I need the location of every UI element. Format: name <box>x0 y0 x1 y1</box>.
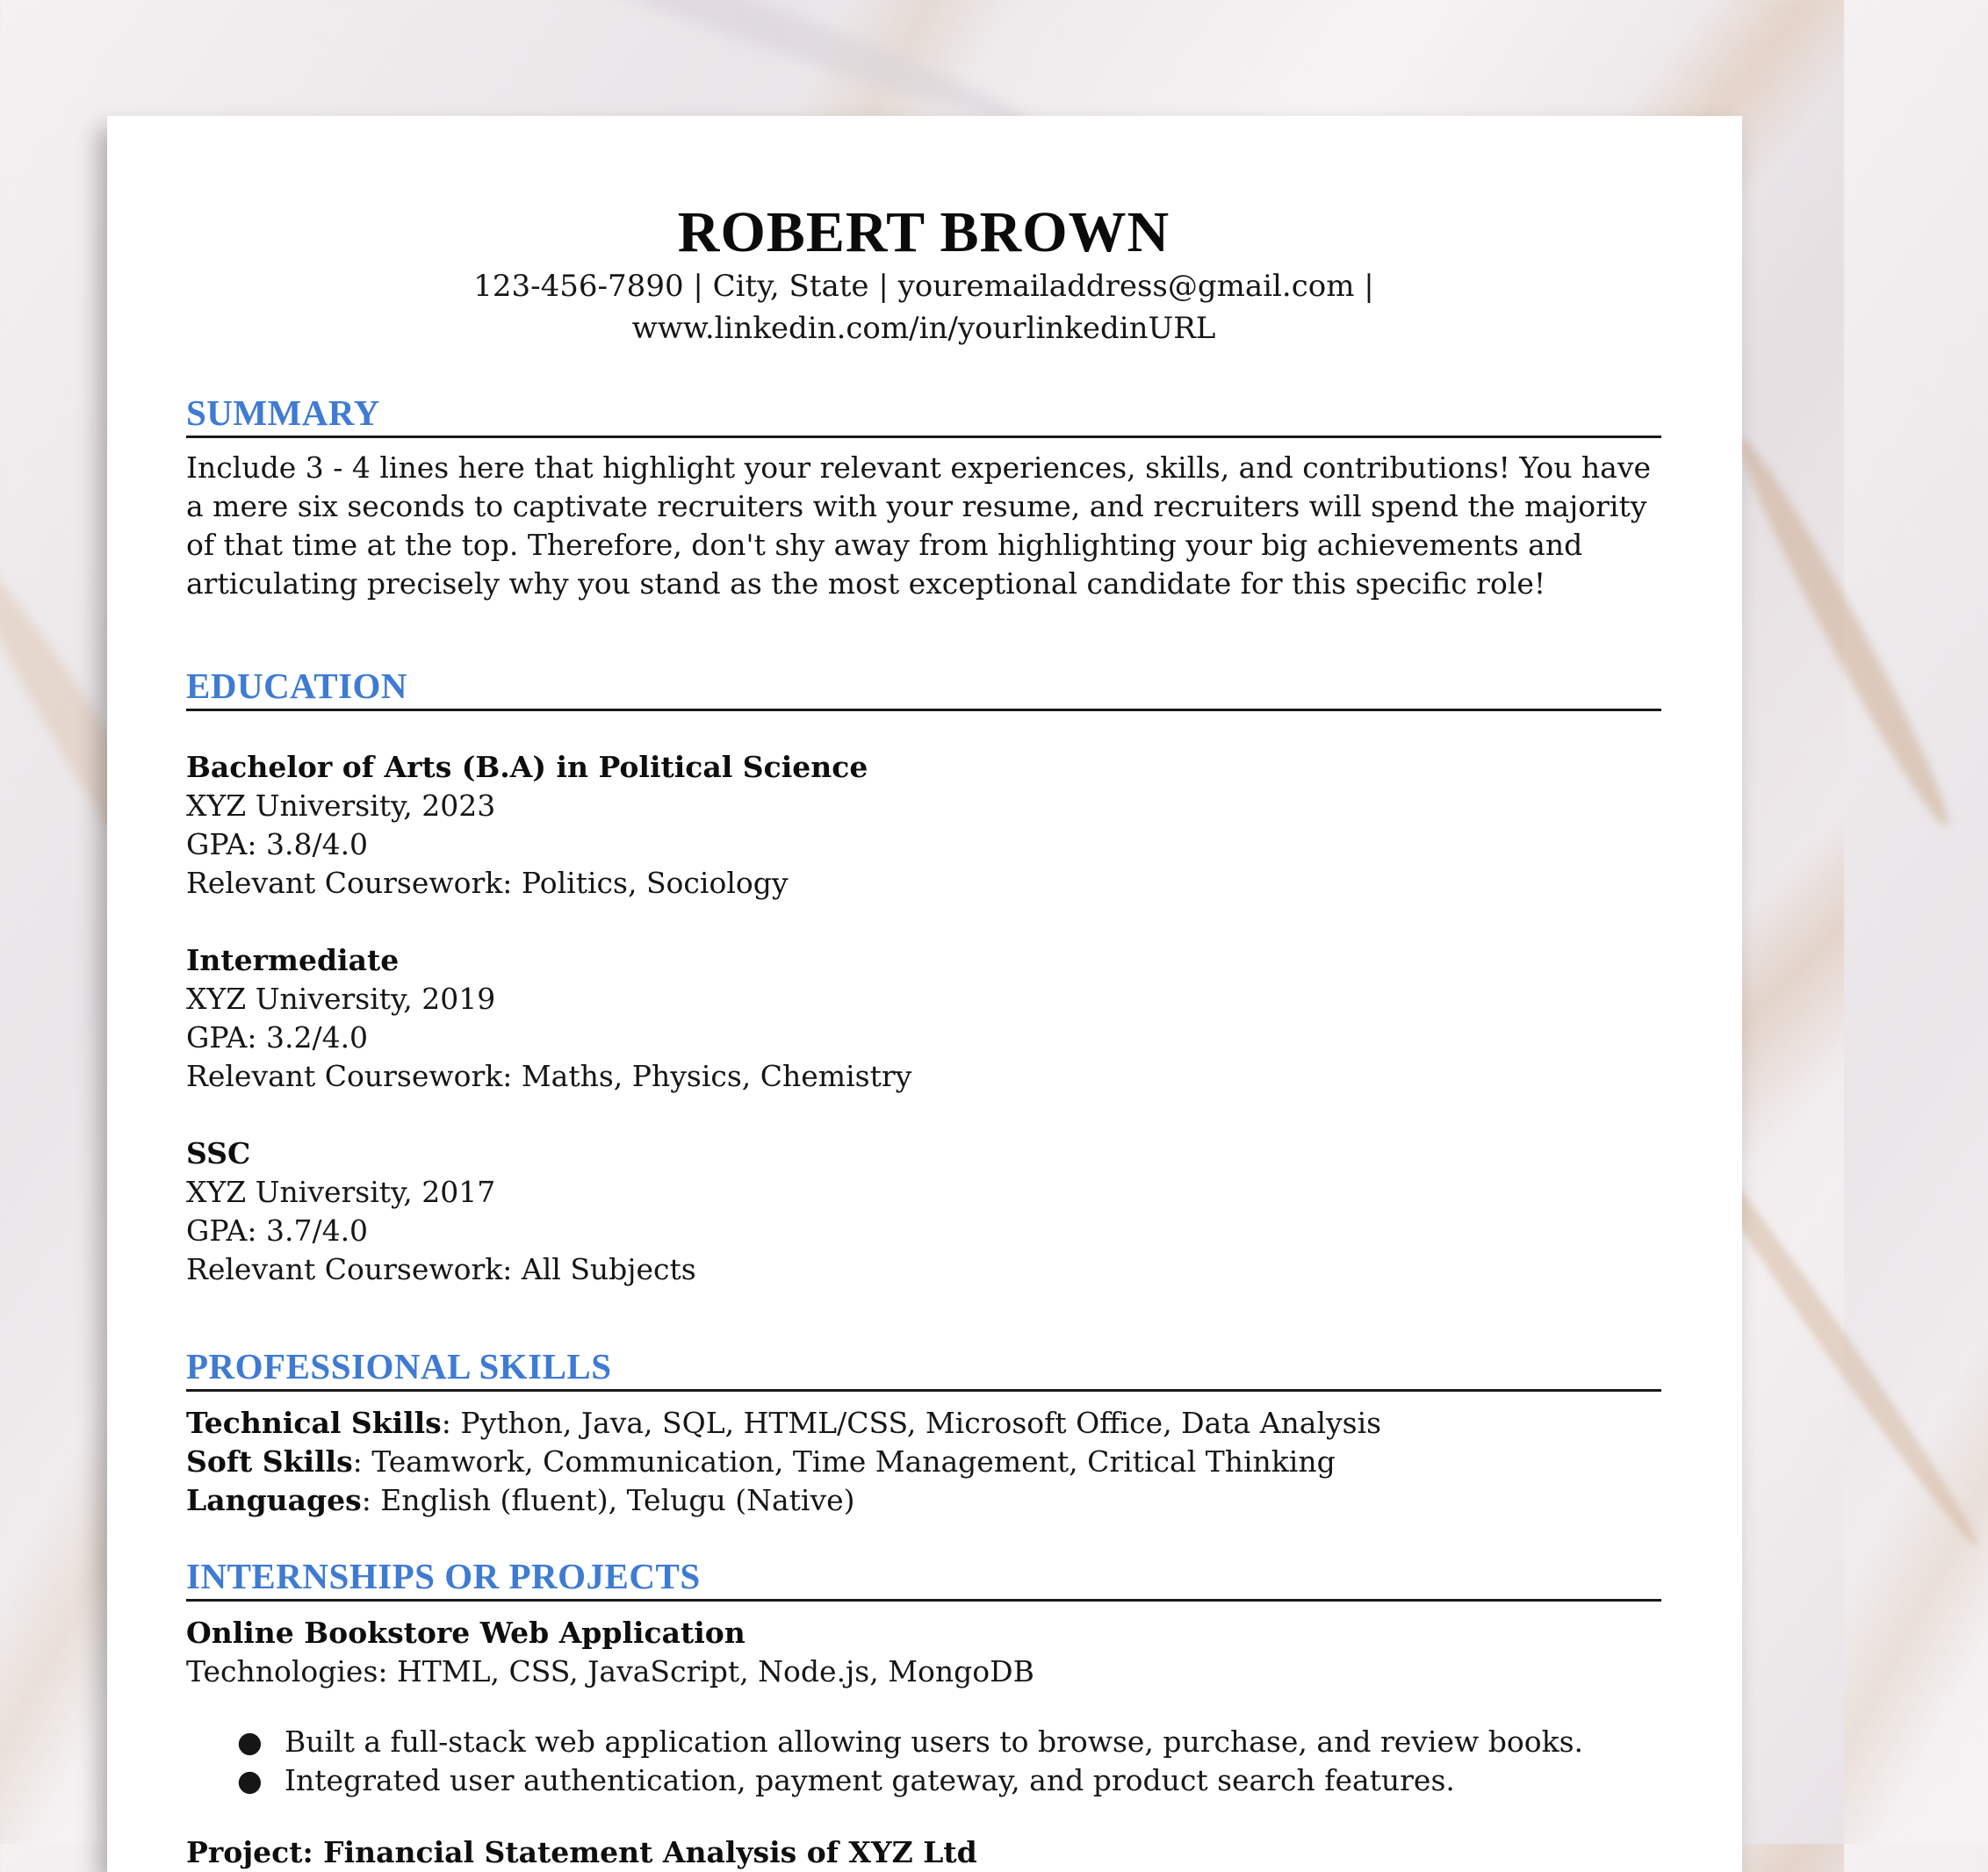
degree-title: Intermediate <box>186 943 400 977</box>
education-entry <box>186 748 1661 903</box>
list-item <box>186 1761 1661 1800</box>
candidate-name: ROBERT BROWN <box>677 200 1170 264</box>
skill-label: Soft Skills <box>186 1444 353 1479</box>
skill-label: Technical Skills <box>186 1406 442 1440</box>
contact-line: 123-456-7890 | City, State | youremailaddress@gmail.com | www.linkedin.com/in/yourlinkedinURL <box>473 269 1374 346</box>
bullet-icon: ● <box>237 1763 263 1797</box>
coursework: Relevant Coursework: Maths, Physics, Chemistry <box>186 1059 912 1093</box>
project-name: Project: Financial Statement Analysis of XYZ Ltd <box>186 1835 977 1869</box>
summary-heading: SUMMARY <box>186 392 1661 438</box>
gpa: GPA: 3.2/4.0 <box>186 1020 369 1055</box>
list-item <box>186 1723 1661 1761</box>
summary-section <box>186 392 1661 603</box>
school-year: XYZ University, 2023 <box>186 788 496 823</box>
skill-value: : Teamwork, Communication, Time Management, Critical Thinking <box>352 1444 1336 1479</box>
skill-row <box>186 1443 1661 1481</box>
coursework: Relevant Coursework: Politics, Sociology <box>186 866 789 900</box>
resume-page <box>107 116 1742 1872</box>
project-entry <box>186 1833 1661 1872</box>
summary-text: Include 3 - 4 lines here that highlight your relevant experiences, skills, and contributions! You have a mere six seconds to captivate recruiters with your resume, and recruiters will spend the majority of that time at the top. Therefore, don't shy away from highlighting your big achievements and articulating precisely why you stand as the most exceptional candidate for this specific role! <box>186 450 1652 601</box>
skills-list <box>186 1404 1661 1520</box>
skill-row <box>186 1481 1661 1520</box>
degree-title: Bachelor of Arts (B.A) in Political Science <box>186 750 868 784</box>
degree-title: SSC <box>186 1136 251 1170</box>
project-entry <box>186 1614 1661 1800</box>
bullet-text: Integrated user authentication, payment gateway, and product search features. <box>285 1763 1455 1797</box>
education-entry <box>186 1134 1661 1289</box>
skills-section <box>186 1345 1661 1520</box>
skills-heading: PROFESSIONAL SKILLS <box>186 1345 1661 1392</box>
skill-value: : English (fluent), Telugu (Native) <box>361 1483 855 1517</box>
school-year: XYZ University, 2017 <box>186 1175 496 1209</box>
bullet-text: Built a full-stack web application allowing users to browse, purchase, and review books. <box>285 1724 1584 1759</box>
gpa: GPA: 3.7/4.0 <box>186 1213 369 1248</box>
school-year: XYZ University, 2019 <box>186 982 496 1016</box>
skill-value: : Python, Java, SQL, HTML/CSS, Microsoft Office, Data Analysis <box>441 1406 1382 1440</box>
bullet-icon: ● <box>237 1724 263 1759</box>
project-name: Online Bookstore Web Application <box>186 1616 746 1650</box>
project-technologies: Technologies: HTML, CSS, JavaScript, Node.js, MongoDB <box>186 1654 1034 1688</box>
projects-section <box>186 1555 1661 1872</box>
coursework: Relevant Coursework: All Subjects <box>186 1252 696 1286</box>
education-heading: EDUCATION <box>186 665 1661 711</box>
marble-streak-2 <box>1725 430 1963 834</box>
skill-row <box>186 1404 1661 1443</box>
education-entry <box>186 941 1661 1096</box>
resume-content <box>186 116 1661 1872</box>
projects-heading: INTERNSHIPS OR PROJECTS <box>186 1555 1661 1602</box>
skill-label: Languages <box>186 1483 362 1517</box>
project-bullets <box>186 1723 1661 1800</box>
education-section <box>186 665 1661 1289</box>
gpa: GPA: 3.8/4.0 <box>186 827 369 861</box>
